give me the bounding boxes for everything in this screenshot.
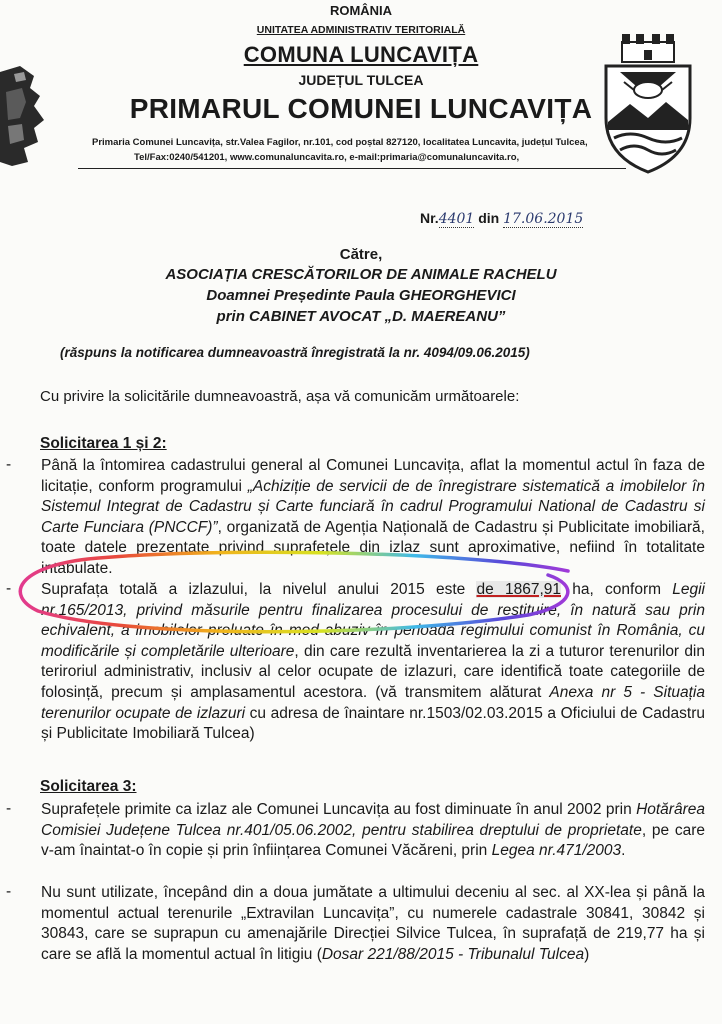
addressee-to: Către, (339, 246, 383, 263)
response-reference: (răspuns la notificarea dumneavoastră înregistrată la nr. 4094/09.06.2015) (60, 345, 530, 360)
nr-label: Nr. (420, 210, 439, 226)
bullet-dash: - (6, 456, 12, 473)
paragraph-diminished-area: Suprafețele primite ca izlaz ale Comunei Luncavița au fost diminuate în anul 2002 prin Hotărârea Comisiei Județene Tulcea nr.401/05.06.2002, pentru stabilirea dreptului de proprietate, pe care v-am înaintat-o în copie și prin înființarea Comunei Văcăreni, prin Legea nr.471/2003. (41, 801, 706, 860)
address-line-1: Primaria Comunei Luncavița, str.Valea Fagilor, nr.101, cod poștal 827120, localitatea Luncavita, județul Tulcea, (92, 137, 588, 148)
registration-number-line (420, 210, 583, 227)
commune-name: COMUNA LUNCAVIȚA (243, 42, 479, 67)
section-heading-3: Solicitarea 3: (40, 778, 137, 795)
date-value: 17.06.2015 (503, 211, 584, 227)
intro-text: Cu privire la solicitările dumneavoastră, așa vă comunicăm următoarele: (40, 388, 520, 405)
paragraph-unused-lands: Nu sunt utilizate, începând din a doua jumătate a ultimului deceniu al sec. al XX-lea și până la momentul actual terenurile „Extravilan Luncavița”, cu numerele cadastrale 30841, 30842 și 30843, care se suprapun cu amenajările Direcției Silvice Tulcea, în suprafață de 219,77 ha și care se află la momentul actual în litigiu (Dosar 221/88/2015 - Tribunalul Tulcea) (41, 884, 705, 963)
nr-value: 4401 (438, 211, 475, 227)
section-heading-1-2: Solicitarea 1 și 2: (40, 435, 167, 452)
bullet-dash: - (6, 580, 12, 597)
bullet-dash: - (6, 800, 12, 817)
header-divider (78, 168, 626, 169)
addressee-via: prin CABINET AVOCAT „D. MAEREANU” (216, 308, 506, 325)
paragraph-cadastre: Până la întomirea cadastrului general al Comunei Luncavița, aflat la momentul actul în faza de licitație, conform programului „Achiziție de servicii de de înregistrare sistematică a imobilelor în Sistemul Integrat de Cadastru și Carte funciară în cadrul Programului National de Cadastru si Carte Funciara (PNCCF)”, organizată de Agenția Națională de Cadastru și Publicitate imobiliară, toate datele prezentate privind suprafețele din izlaz sunt aproximative, nefiind în totalitate intabulate. (41, 457, 705, 577)
address-line-2: Tel/Fax:0240/541201, www.comunaluncavita.ro, e-mail:primaria@comunaluncavita.ro, (134, 152, 520, 163)
country-name: ROMÂNIA (329, 3, 393, 18)
addressee-organization: ASOCIAȚIA CRESCĂTORILOR DE ANIMALE RACHELU (165, 266, 557, 283)
addressee-person: Doamnei Președinte Paula GHEORGHEVICI (206, 287, 516, 304)
bullet-dash: - (6, 883, 12, 900)
administrative-unit: UNITATEA ADMINISTRATIV TERITORIALĂ (256, 24, 466, 36)
din-label: din (478, 210, 500, 226)
paragraph-total-area: Suprafața totală a izlazului, la nivelul anului 2015 este de 1867,91 ha, conform Legii nr.165/2013, privind măsurile pentru finalizarea procesului de restituire, în natură sau prin echivalent, a imobilelor preluate în mod abuziv în perioada regimului comunist în România, cu modificările și completările ulterioare, din care rezultă inventarierea la zi a tuturor terenurilor din teriroriul administrativ, inclusiv al celor ocupate de izlazuri, care identifică toate categoriile de folosință, precum și amplasamentul acestora. (vă transmitem alăturat Anexa nr 5 - Situația terenurilor ocupate de izlazuri cu adresa de înaintare nr.1503/02.03.2015 a Oficiului de Cadastru și Publicitate Imobiliară Tulcea) (41, 581, 705, 743)
highlighted-area-value: de 1867,91 (476, 581, 561, 598)
mayor-office-title: PRIMARUL COMUNEI LUNCAVIȚA (129, 93, 593, 124)
county-name: JUDEȚUL TULCEA (298, 72, 424, 88)
